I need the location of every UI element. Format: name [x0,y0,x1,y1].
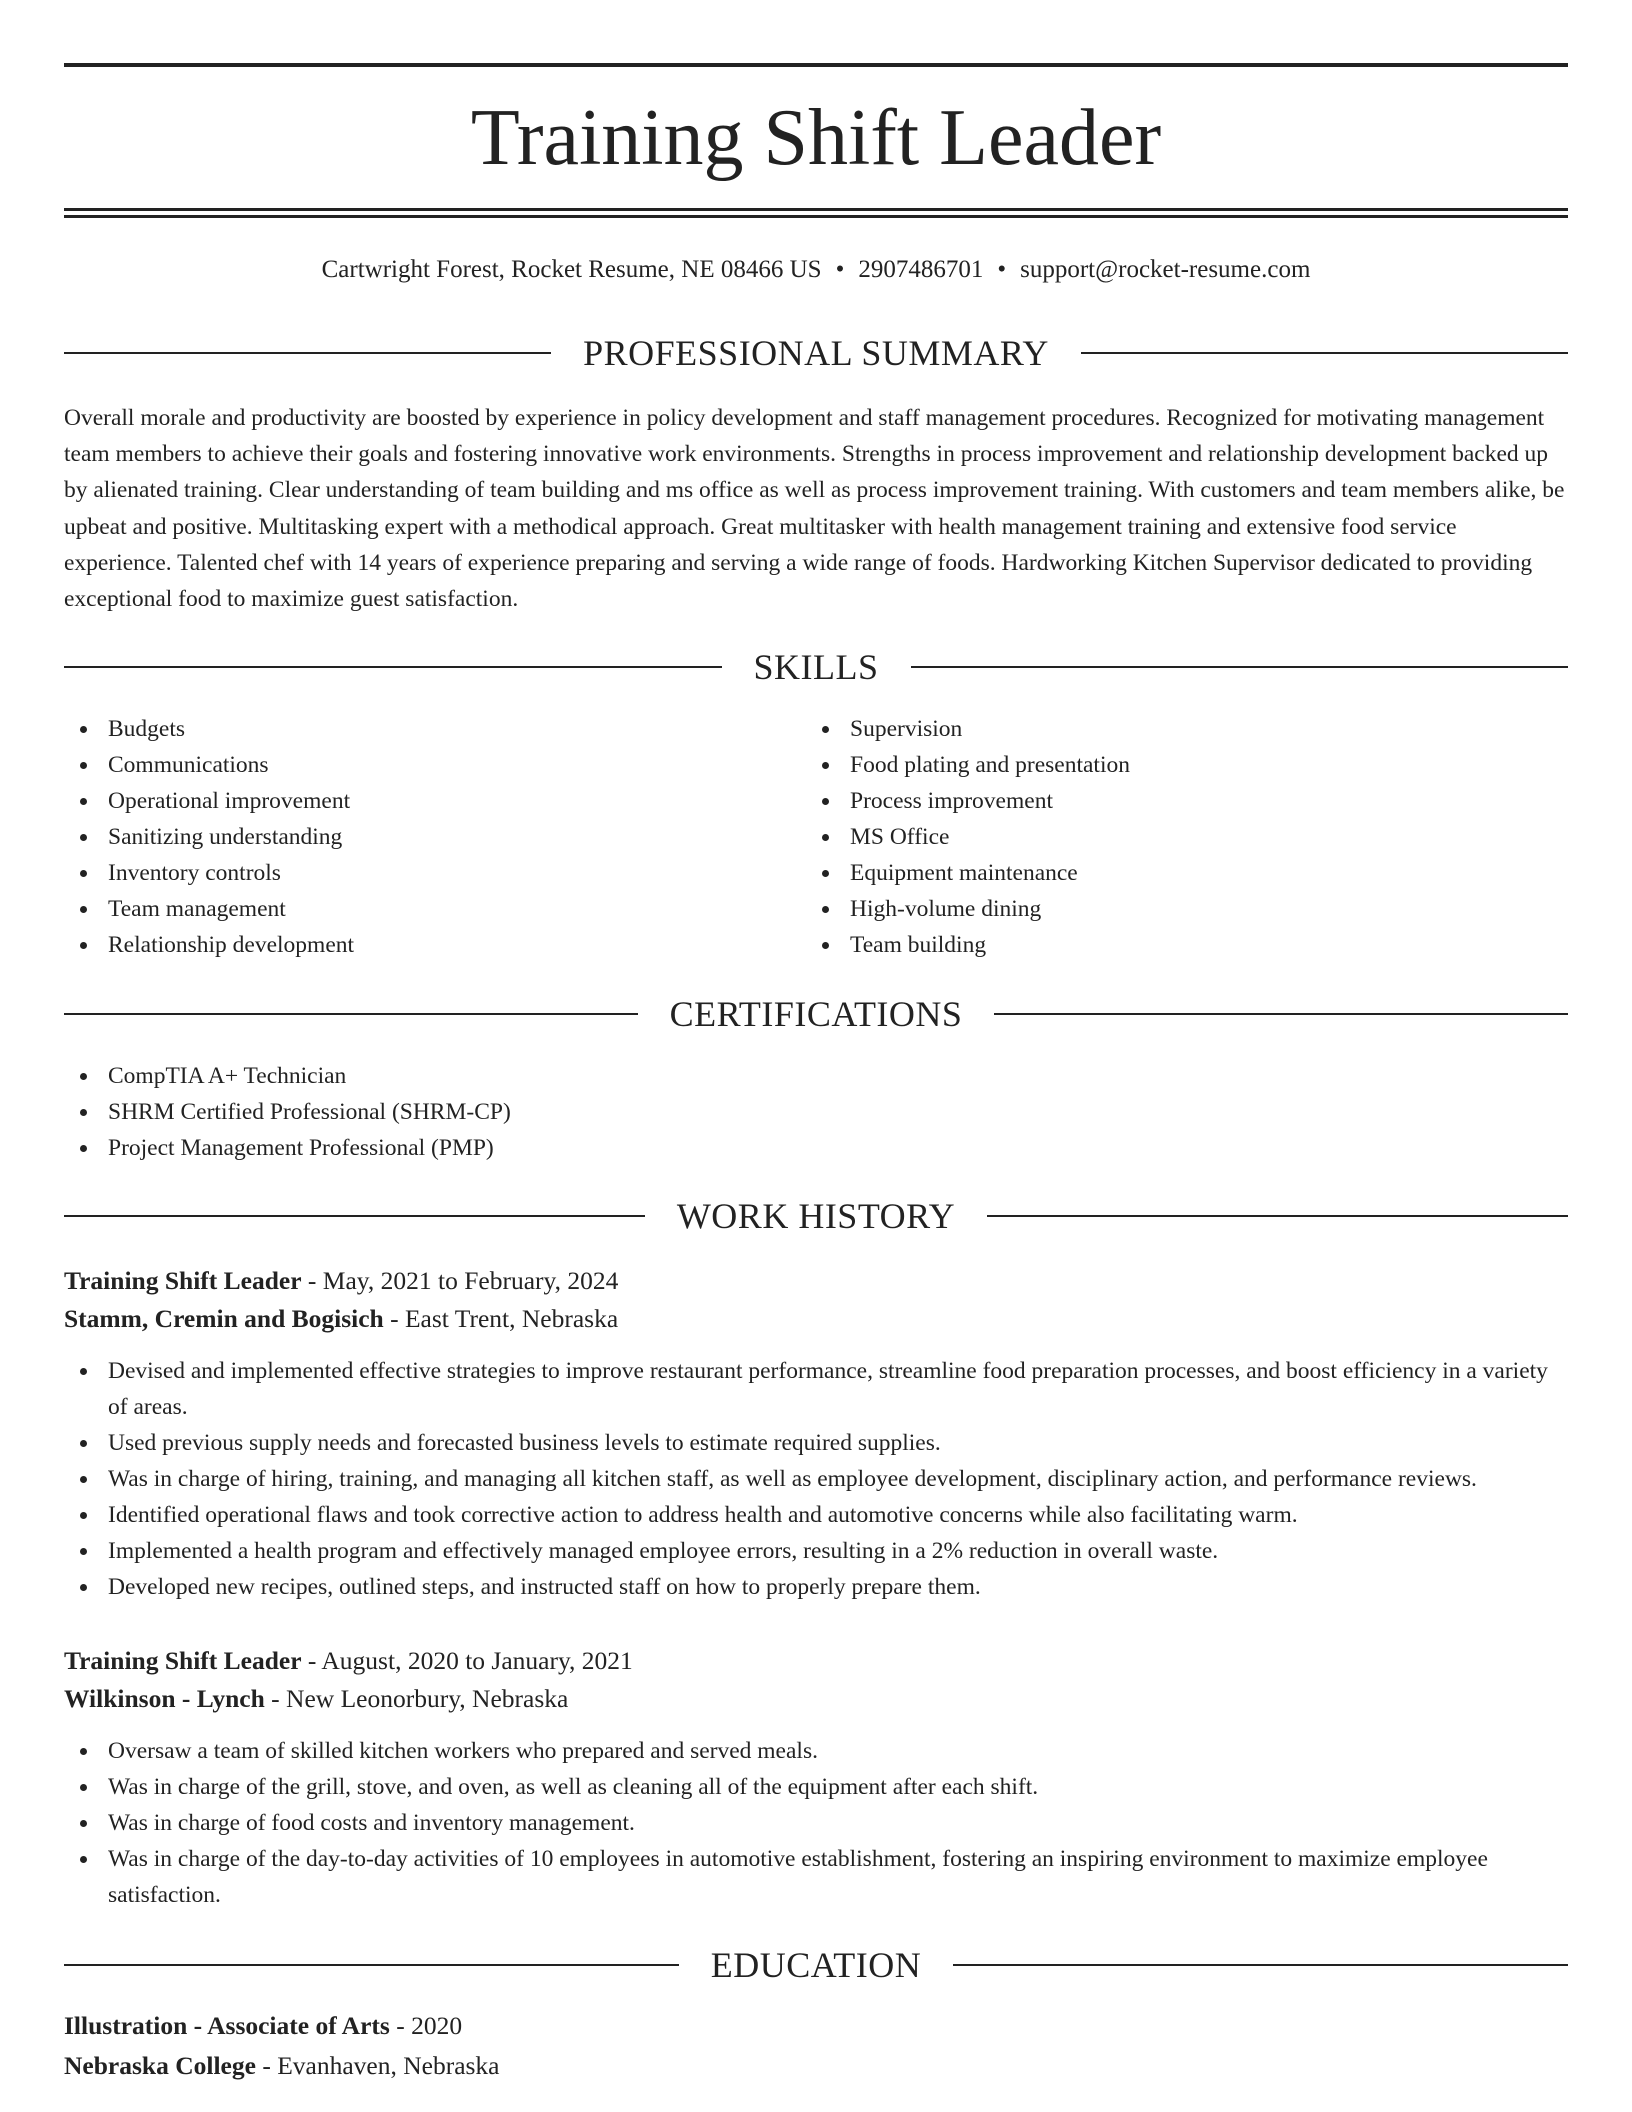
summary-title: PROFESSIONAL SUMMARY [583,333,1049,373]
heading-rule [64,352,551,354]
job-bullet: Devised and implemented effective strategies to improve restaurant performance, streamline food preparation processes, and boost efficiency in a variety of areas. [64,1353,1568,1425]
skill-item: Budgets [64,711,764,747]
skill-item: Team building [806,927,1506,963]
job-bullet: Was in charge of the grill, stove, and oven, as well as cleaning all of the equipment after each shift. [64,1769,1568,1805]
contact-phone: 2907486701 [858,256,984,283]
dash: - [396,2011,405,2040]
skill-item: Relationship development [64,927,764,963]
certifications-list [64,1058,1568,1166]
job-bullets [64,1353,1568,1605]
summary-text: Overall morale and productivity are boosted by experience in policy development and staff management procedures. Recognized for motivating management team members to achieve their goals and fostering innovative work environments. Strengths in process improvement and relationship development backed up by alienated training. Clear understanding of team building and ms office as well as process improvement training. With customers and team members alike, be upbeat and positive. Multitasking expert with a methodical approach. Great multitasker with health management training and extensive food service experience. Talented chef with 14 years of experience preparing and serving a wide range of foods. Hardworking Kitchen Supervisor dedicated to providing exceptional food to maximize guest satisfaction. [64,405,1565,613]
dash: - [390,1304,399,1333]
contact-separator: • [997,256,1007,283]
top-rule [64,63,1568,67]
dash: - [307,1266,317,1295]
job-bullets [64,1733,1568,1913]
contact-line [64,254,1568,286]
skill-item: Process improvement [806,783,1506,819]
skill-item: Food plating and presentation [806,747,1506,783]
job-location: New Leonorbury, Nebraska [286,1684,569,1713]
heading-rule [64,1215,645,1217]
heading-rule [64,1013,638,1015]
education-school: Nebraska College [64,2051,256,2080]
job-location: East Trent, Nebraska [404,1304,619,1333]
skill-item: MS Office [806,819,1506,855]
job-bullet: Used previous supply needs and forecasted business levels to estimate required supplies. [64,1425,1568,1461]
skills-title: SKILLS [753,647,879,687]
contact-email: support@rocket-resume.com [1020,256,1311,283]
skill-item: Communications [64,747,764,783]
skills-list-left [64,711,764,963]
education-school-line [64,2047,1568,2085]
certification-item: Project Management Professional (PMP) [64,1130,1568,1166]
education-degree-line [64,2007,1568,2045]
skills-heading [64,645,1568,689]
contact-address: Cartwright Forest, Rocket Resume, NE 08466 US [321,256,822,283]
skill-item: Supervision [806,711,1506,747]
heading-rule [987,1215,1568,1217]
dash: - [271,1684,280,1713]
work-history-title: WORK HISTORY [676,1196,956,1236]
job-company: Wilkinson - Lynch [64,1684,265,1713]
certifications-title: CERTIFICATIONS [669,994,963,1034]
job-title-line [64,1642,1568,1680]
heading-rule [994,1013,1568,1015]
heading-rule [953,1964,1568,1966]
job-bullet: Was in charge of hiring, training, and managing all kitchen staff, as well as employee development, disciplinary action, and performance reviews. [64,1461,1568,1497]
certification-item: SHRM Certified Professional (SHRM-CP) [64,1094,1568,1130]
heading-rule [1081,352,1568,354]
job-bullet: Identified operational flaws and took corrective action to address health and automotive concerns while also facilitating warm. [64,1497,1568,1533]
skill-item: Inventory controls [64,855,764,891]
skill-item: Equipment maintenance [806,855,1506,891]
job-bullet: Implemented a health program and effectively managed employee errors, resulting in a 2% reduction in overall waste. [64,1533,1568,1569]
job-bullet: Was in charge of food costs and inventory management. [64,1805,1568,1841]
certifications-heading [64,992,1568,1036]
job-dates: May, 2021 to February, 2024 [322,1266,619,1295]
job-bullet: Developed new recipes, outlined steps, and instructed staff on how to properly prepare them. [64,1569,1568,1605]
education-location: Evanhaven, Nebraska [277,2051,500,2080]
job-title: Training Shift Leader [64,1646,302,1675]
contact-separator: • [835,256,845,283]
skill-item: Operational improvement [64,783,764,819]
skill-item: Sanitizing understanding [64,819,764,855]
certification-item: CompTIA A+ Technician [64,1058,1568,1094]
heading-rule [911,666,1569,668]
education-degree: Illustration - Associate of Arts [64,2011,390,2040]
job-bullet: Oversaw a team of skilled kitchen workers who prepared and served meals. [64,1733,1568,1769]
skill-item: High-volume dining [806,891,1506,927]
resume-name: Training Shift Leader [470,94,1162,182]
education-year: 2020 [411,2011,463,2040]
job-title-line [64,1262,1568,1300]
dash: - [262,2051,271,2080]
heading-rule [64,666,722,668]
education-title: EDUCATION [710,1945,922,1985]
dash: - [307,1646,317,1675]
skill-item: Team management [64,891,764,927]
job-dates: August, 2020 to January, 2021 [321,1646,633,1675]
job-company-line [64,1680,1568,1718]
job-company-line [64,1300,1568,1338]
job-title: Training Shift Leader [64,1266,302,1295]
heading-rule [64,1964,679,1966]
summary-heading [64,331,1568,375]
job-bullet: Was in charge of the day-to-day activities of 10 employees in automotive establishment, fostering an inspiring environment to maximize employee satisfaction. [64,1841,1568,1913]
work-history-heading [64,1194,1568,1238]
double-rule [64,208,1568,218]
education-heading [64,1943,1568,1987]
job-company: Stamm, Cremin and Bogisich [64,1304,384,1333]
skills-list-right [806,711,1506,963]
